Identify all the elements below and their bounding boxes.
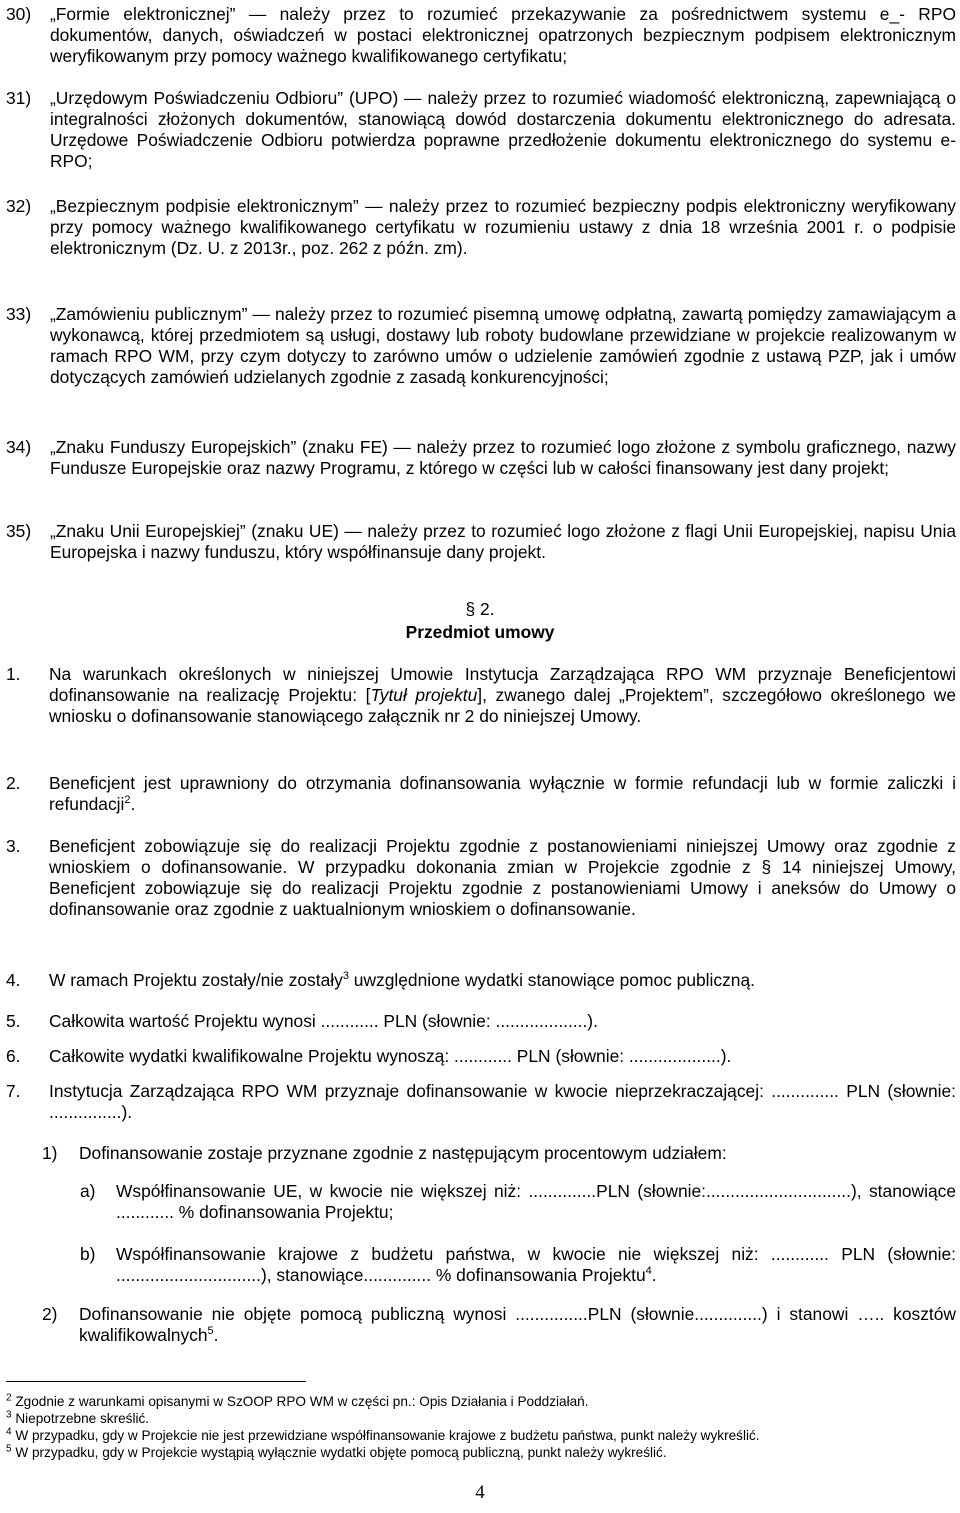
section-title: Przedmiot umowy: [405, 622, 555, 642]
clause-7: [6, 1081, 956, 1123]
footnote-ref: 3: [342, 970, 349, 983]
section-number: [0, 598, 960, 620]
clause-text: Całkowite wydatki kwalifikowalne Projektu wynoszą: ............ PLN (słownie: ...................).: [49, 1046, 732, 1066]
subclause-number: 2): [42, 1304, 58, 1324]
clause-number: 3.: [6, 836, 21, 856]
footnote-number: 5: [6, 1443, 12, 1455]
subclause-letter: b): [80, 1244, 96, 1264]
clause-text-part: W ramach Projektu zostały/nie zostały: [49, 970, 343, 990]
clause-number: 7.: [6, 1081, 21, 1101]
definition-35: [6, 521, 956, 563]
definition-31: [6, 88, 956, 172]
footnote-number: 2: [6, 1392, 12, 1404]
clause-number: 1.: [6, 664, 21, 684]
clause-text: Beneficjent zobowiązuje się do realizacji Projektu zgodnie z postanowieniami niniejszej Umowy oraz zgodnie z wnioskiem o dofinansowanie. W przypadku dokonania zmian w Projekcie zgodnie z § 14 niniejszej Umowy, Beneficjent zobowiązuje się do realizacji Projektu zgodnie z postanowieniami Umowy i aneksów do Umowy o dofinansowanie oraz zgodnie z uaktualnionym wnioskiem o dofinansowanie.: [49, 836, 956, 919]
subclause-b: [80, 1244, 956, 1286]
footnote-separator: [6, 1381, 306, 1382]
definition-number: 32): [6, 196, 32, 216]
subclause-text-part: .: [213, 1325, 219, 1345]
clause-4: [6, 970, 956, 991]
definition-text: „Bezpiecznym podpisie elektronicznym” — należy przez to rozumieć bezpieczny podpis elektroniczny weryfikowany przy pomocy ważnego kwalifikowanego certyfikatu w rozumieniu ustawy z dnia 18 września 2001 r. o podpisie elektronicznym (Dz. U. z 2013r., poz. 262 z późn. zm).: [50, 196, 956, 258]
clause-text-part: uwzględnione wydatki stanowiące pomoc publiczną.: [348, 970, 755, 990]
definition-number: 30): [6, 4, 32, 24]
clause-2: [6, 773, 956, 815]
definition-32: [6, 196, 956, 259]
clause-number: 4.: [6, 970, 21, 990]
footnote-text: W przypadku, gdy w Projekcie nie jest przewidziane współfinansowanie krajowe z budżetu państwa, punkt należy wykreślić.: [15, 1428, 760, 1443]
clause-6: [6, 1046, 956, 1067]
clause-text-part: Beneficjent jest uprawniony do otrzymania dofinansowania wyłącznie w formie refundacji lub w formie zaliczki i refundacji: [49, 773, 956, 814]
definition-text: „Znaku Funduszy Europejskich” (znaku FE) — należy przez to rozumieć logo złożone z symbolu graficznego, nazwy Fundusze Europejskie oraz nazwy Programu, z którego w części lub w całości finansowany jest dany projekt;: [50, 437, 956, 478]
definition-30: [6, 4, 956, 67]
subclause-number: 1): [42, 1143, 58, 1163]
definition-text: „Zamówieniu publicznym” — należy przez to rozumieć pisemną umowę odpłatną, zawartą pomiędzy zamawiającym a wykonawcą, której przedmiotem są usługi, dostawy lub roboty budowlane przewidziane w projekcie realizowanym w ramach RPO WM, przy czym dotyczy to zarówno umów o udzielenie zamówień zgodnie z ustawą PZP, jak i umów dotyczących zamówień udzielanych zgodnie z zasadą konkurencyjności;: [50, 304, 956, 387]
project-title-placeholder: Tytuł projektu: [370, 685, 478, 705]
subclause-2: [42, 1304, 956, 1346]
clause-text: [49, 664, 956, 727]
page-number: 4: [475, 1482, 485, 1503]
footnote-text: W przypadku, gdy w Projekcie wystąpią wyłącznie wydatki objęte pomocą publiczną, punkt należy wykreślić.: [15, 1445, 667, 1460]
footnote-ref: 4: [645, 1265, 652, 1278]
subclause-letter: a): [80, 1181, 96, 1201]
subclause-text: [79, 1304, 956, 1346]
footnote-text: Zgodnie z warunkami opisanymi w SzOOP RPO WM w części pn.: Opis Działania i Poddziałań.: [15, 1394, 589, 1409]
clause-5: [6, 1011, 956, 1032]
subclause-text: Dofinansowanie zostaje przyznane zgodnie z następującym procentowym udziałem:: [79, 1143, 727, 1163]
clause-text: Instytucja Zarządzająca RPO WM przyznaje dofinansowanie w kwocie nieprzekraczającej: .............. PLN (słownie: ...............).: [49, 1081, 956, 1122]
footnote-2: [6, 1394, 956, 1410]
subclause-a: [80, 1181, 956, 1223]
definition-number: 35): [6, 521, 32, 541]
footnote-4: [6, 1428, 956, 1444]
clause-text: [49, 970, 956, 991]
definition-number: 31): [6, 88, 32, 108]
subclause-1: [42, 1143, 956, 1164]
definition-number: 33): [6, 304, 32, 324]
footnote-ref: 2: [124, 794, 131, 807]
definition-number: 34): [6, 437, 32, 457]
clause-text-part: .: [130, 794, 136, 814]
subclause-text: Współfinansowanie UE, w kwocie nie większej niż: ..............PLN (słownie:..............................), stanowiące ............ % dofinansowania Projektu;: [116, 1181, 956, 1222]
subclause-text: [116, 1244, 956, 1286]
subclause-text-part: .: [651, 1265, 657, 1285]
section-symbol: §: [465, 599, 476, 619]
footnote-number: 4: [6, 1426, 12, 1438]
footnote-number: 3: [6, 1409, 12, 1421]
clause-text: [49, 773, 956, 815]
definition-text: „Urzędowym Poświadczeniu Odbioru” (UPO) — należy przez to rozumieć wiadomość elektroniczną, zapewniającą o integralności złożonych dokumentów, stanowiącą dowód dostarczenia dokumentu elektronicznego do adresata. Urzędowe Poświadczenie Odbioru potwierdza poprawne przedłożenie dokumentu elektronicznego do systemu e-RPO;: [50, 88, 956, 171]
clause-text-part: ], zwanego dalej „Projektem”, szczegółowo określonego we wniosku o dofinansowanie stanowiącego załącznik nr 2 do niniejszej Umowy.: [49, 685, 956, 726]
subclause-text-part: Dofinansowanie nie objęte pomocą publiczną wynosi ...............PLN (słownie..............) i stanowi ….. kosztów kwalifikowalnych: [79, 1304, 956, 1345]
clause-text-part: Na warunkach określonych w niniejszej Umowie Instytucja Zarządzająca RPO WM przyznaje Beneficjentowi dofinansowanie na realizację Projektu: [: [49, 664, 956, 705]
definition-text: „Znaku Unii Europejskiej” (znaku UE) — należy przez to rozumieć logo złożone z flagi Unii Europejskiej, napisu Unia Europejska i nazwy funduszu, który współfinansuje dany projekt.: [50, 521, 956, 562]
definition-34: [6, 437, 956, 479]
clause-number: 6.: [6, 1046, 21, 1066]
clause-3: [6, 836, 956, 920]
definition-33: [6, 304, 956, 388]
clause-number: 5.: [6, 1011, 21, 1031]
clause-1: [6, 664, 956, 727]
section-number-value: 2.: [480, 599, 495, 619]
footnote-ref: 5: [207, 1325, 214, 1338]
definition-text: „Formie elektronicznej” — należy przez to rozumieć przekazywanie za pośrednictwem systemu e_- RPO dokumentów, danych, oświadczeń w postaci elektronicznej opatrzonych bezpiecznym podpisem elektronicznym weryfikowanym przy pomocy ważnego kwalifikowanego certyfikatu;: [50, 4, 956, 66]
footnote-3: [6, 1411, 956, 1427]
subclause-text-part: Współfinansowanie krajowe z budżetu państwa, w kwocie nie większej niż: ............ PLN (słownie: ..............................), stanowiące.............. % dofinansowania Projektu: [116, 1244, 956, 1285]
clause-number: 2.: [6, 773, 21, 793]
footnote-text: Niepotrzebne skreślić.: [15, 1411, 150, 1426]
clause-text: Całkowita wartość Projektu wynosi ............ PLN (słownie: ...................).: [49, 1011, 598, 1031]
footnote-5: [6, 1445, 956, 1461]
